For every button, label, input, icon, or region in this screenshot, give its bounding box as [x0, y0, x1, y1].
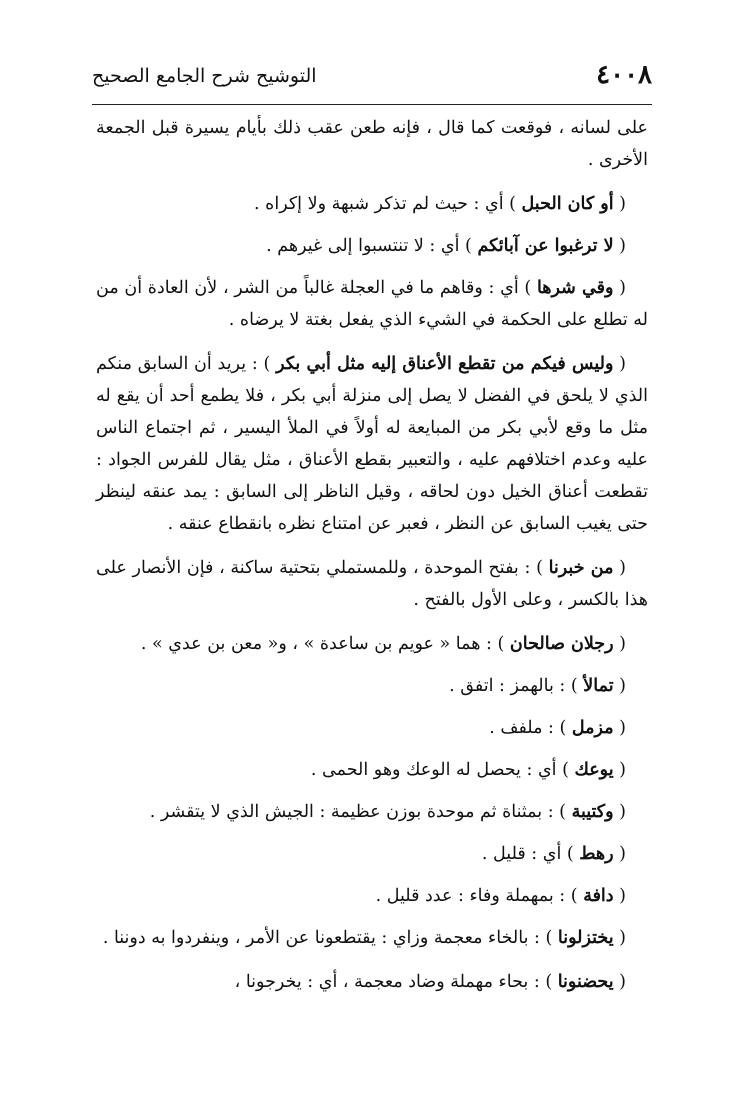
gloss-text: : بفتح الموحدة ، وللمستملي بتحتية ساكنة ، فإن الأنصار على هذا بالكسر ، وعلى الأول بالفتح .	[96, 558, 648, 610]
gloss-entry: ( تمالأ ) : بالهمز : اتفق .	[449, 676, 626, 696]
paragraph-continuation	[96, 112, 648, 176]
gloss-term: وقي شرها	[536, 278, 614, 298]
gloss-term: دافة	[583, 886, 614, 906]
gloss-text: : بمهملة وفاء : عدد قليل .	[375, 886, 566, 906]
gloss-entry: ( يحضنونا ) : بحاء مهملة وضاد معجمة ، أي : يخرجونا ،	[234, 972, 626, 992]
gloss-text: : بالهمز : اتفق .	[449, 676, 566, 696]
gloss-text: : يريد أن السابق منكم الذي لا يلحق في الفضل لا يصل إلى منزلة أبي بكر ، فلا يطمع أحد أن يقع له مثل ما وقع لأبي بكر من المبايعة له أولاً في الملأ اليسير ، ثم اجتماع الناس عليه وعدم اختلافهم عليه ، والتعبير بقطع الأعناق ، مثل يقال للفرس الجواد : تقطعت أعناق الخيل دون لحاقه ، وقيل الناظر إلى السابق : يمد عنقه لينظر حتى يغيب السابق عن النظر ، فعبر عن امتناع نظره بانقطاع عنقه .	[96, 354, 648, 534]
page-number: ٤٠٠٨	[596, 60, 652, 90]
gloss-text: أي : قليل .	[481, 844, 562, 864]
gloss-entry: ( أو كان الحبل ) أي : حيث لم تذكر شبهة ولا إكراه .	[254, 194, 626, 214]
gloss-text: أي : لا تنتسبوا إلى غيرهم .	[266, 236, 460, 256]
gloss-entry: ( رهط ) أي : قليل .	[481, 844, 626, 864]
gloss-text: أي : يحصل له الوعك وهو الحمى .	[310, 760, 557, 780]
gloss-entry: ( رجلان صالحان ) : هما « عويم بن ساعدة » ، و« معن بن عدي » .	[140, 634, 626, 654]
header-divider	[92, 104, 652, 105]
gloss-text: : بحاء مهملة وضاد معجمة ، أي : يخرجونا ،	[234, 972, 540, 992]
gloss-term: رهط	[579, 844, 614, 864]
page-header	[92, 58, 652, 102]
gloss-term: تمالأ	[583, 676, 614, 696]
gloss-text: : بالخاء معجمة وزاي : يقتطعونا عن الأمر ، وينفردوا به دوننا .	[102, 928, 540, 948]
gloss-term: يختزلونا	[557, 928, 614, 948]
gloss-entry: ( وليس فيكم من تقطع الأعناق إليه مثل أبي بكر ) : يريد أن السابق منكم الذي لا يلحق في الفضل لا يصل إلى منزلة أبي بكر ، فلا يطمع أحد أن يقع له مثل ما وقع لأبي بكر من المبايعة له أولاً في الملأ اليسير ، ثم اجتماع الناس عليه وعدم اختلافهم عليه ، والتعبير بقطع الأعناق ، مثل يقال للفرس الجواد : تقطعت أعناق الخيل دون لحاقه ، وقيل الناظر إلى السابق : يمد عنقه لينظر حتى يغيب السابق عن النظر ، فعبر عن امتناع نظره بانقطاع عنقه .	[96, 354, 648, 534]
gloss-entry: ( من خبرنا ) : بفتح الموحدة ، وللمستملي بتحتية ساكنة ، فإن الأنصار على هذا بالكسر ، وعلى الأول بالفتح .	[96, 558, 648, 610]
gloss-text: : ملفف .	[489, 718, 554, 738]
gloss-entry: ( دافة ) : بمهملة وفاء : عدد قليل .	[375, 886, 626, 906]
paragraph-text: على لسانه ، فوقعت كما قال ، فإنه طعن عقب ذلك بأيام يسيرة قبل الجمعة الأخرى .	[96, 118, 648, 170]
gloss-text: أي : حيث لم تذكر شبهة ولا إكراه .	[254, 194, 504, 214]
gloss-term: يحضنونا	[557, 972, 614, 992]
running-title: التوشيح شرح الجامع الصحيح	[92, 65, 317, 87]
gloss-entry: ( وكتيبة ) : بمثناة ثم موحدة بوزن عظيمة : الجيش الذي لا يتقشر .	[149, 802, 626, 822]
gloss-text: : بمثناة ثم موحدة بوزن عظيمة : الجيش الذي لا يتقشر .	[149, 802, 554, 822]
gloss-term: وكتيبة	[571, 802, 614, 822]
gloss-term: لا ترغبوا عن آبائكم	[477, 236, 614, 256]
gloss-term: مزمل	[571, 718, 614, 738]
gloss-entry: ( يختزلونا ) : بالخاء معجمة وزاي : يقتطعونا عن الأمر ، وينفردوا به دوننا .	[102, 928, 626, 948]
gloss-term: يوعك	[574, 760, 614, 780]
gloss-term: من خبرنا	[548, 558, 614, 578]
gloss-entry: ( لا ترغبوا عن آبائكم ) أي : لا تنتسبوا إلى غيرهم .	[266, 236, 626, 256]
gloss-term: رجلان صالحان	[509, 634, 614, 654]
gloss-entry: ( وقي شرها ) أي : وقاهم ما في العجلة غالباً من الشر ، لأن العادة أن من له تطلع على الحكمة في الشيء الذي يفعل بغتة لا يرضاه .	[96, 278, 648, 330]
gloss-term: وليس فيكم من تقطع الأعناق إليه مثل أبي بكر	[276, 354, 614, 374]
gloss-term: أو كان الحبل	[521, 194, 614, 214]
document-body	[96, 112, 648, 1010]
gloss-entry: ( مزمل ) : ملفف .	[489, 718, 626, 738]
gloss-text: : هما « عويم بن ساعدة » ، و« معن بن عدي » .	[140, 634, 492, 654]
gloss-text: أي : وقاهم ما في العجلة غالباً من الشر ، لأن العادة أن من له تطلع على الحكمة في الشيء الذي يفعل بغتة لا يرضاه .	[96, 278, 648, 330]
gloss-entry: ( يوعك ) أي : يحصل له الوعك وهو الحمى .	[310, 760, 626, 780]
